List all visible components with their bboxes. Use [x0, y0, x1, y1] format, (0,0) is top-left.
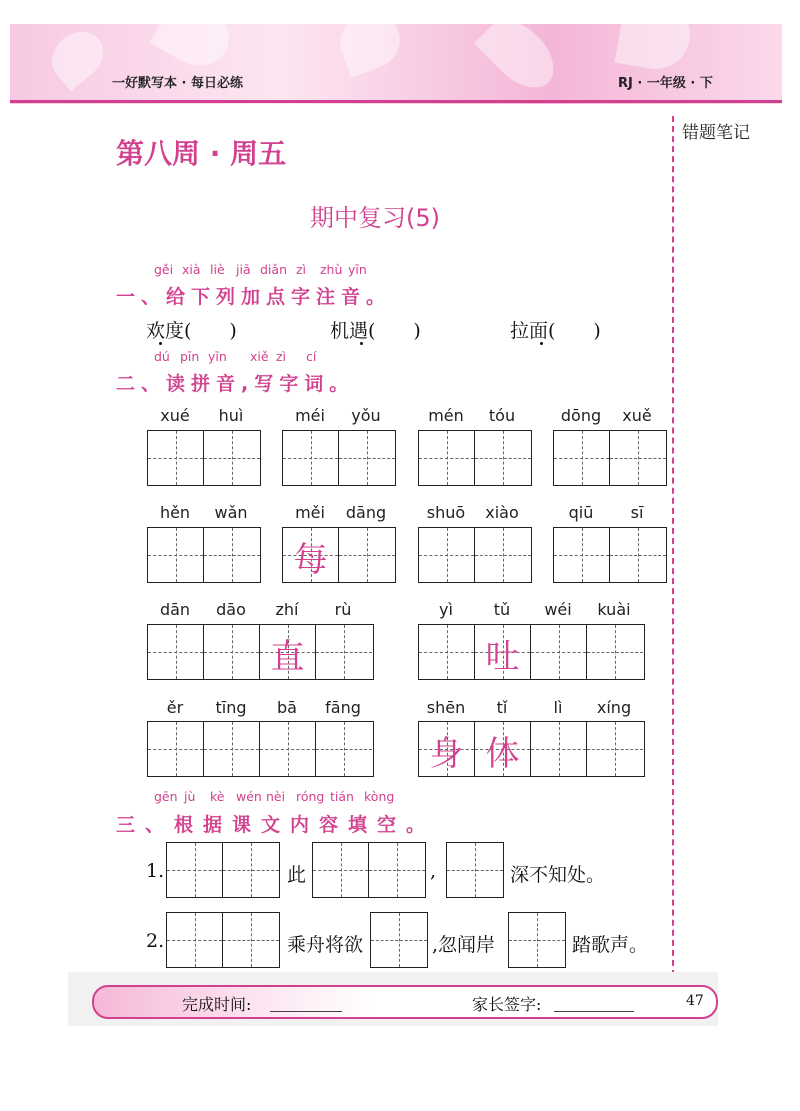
answer-grid[interactable] — [312, 842, 426, 898]
writing-grid[interactable] — [418, 624, 645, 680]
pinyin-label: tǔ — [493, 600, 511, 619]
pinyin-label: dāng — [345, 503, 387, 522]
pinyin-label: shēn — [426, 698, 466, 717]
pinyin-label: wéi — [544, 600, 572, 619]
writing-grid[interactable] — [282, 430, 396, 486]
pinyin-label: hěn — [159, 503, 191, 522]
pinyin-label: zhí — [275, 600, 299, 619]
answer-grid[interactable] — [370, 912, 428, 968]
parent-signature-label: 家长签字: — [472, 995, 542, 1014]
pinyin-label: ěr — [166, 698, 184, 717]
writing-grid[interactable] — [553, 430, 667, 486]
pinyin-label: tóu — [488, 406, 516, 425]
pinyin-label: fāng — [325, 698, 361, 717]
filled-char: 吐 — [485, 637, 520, 677]
question-text: , — [430, 860, 437, 882]
completion-time-label: 完成时间: — [182, 995, 252, 1014]
pinyin-label: yì — [439, 600, 453, 619]
week-title: 第八周 · 周五 — [116, 137, 287, 170]
emphasis-dot — [159, 342, 162, 345]
pinyin-label: qiū — [568, 503, 594, 522]
writing-grid[interactable] — [418, 430, 532, 486]
question-text: ,忽闻岸 — [432, 934, 496, 956]
pinyin-label: yǒu — [351, 406, 381, 425]
page-number: 47 — [686, 993, 704, 1009]
writing-grid[interactable] — [418, 721, 645, 777]
header-divider — [10, 100, 782, 103]
word-item-3: 拉面( ) — [510, 320, 601, 342]
word-item-2: 机遇( ) — [330, 320, 421, 342]
word-item-1: 欢度( ) — [146, 320, 237, 342]
pinyin-label: dāo — [216, 600, 246, 619]
pinyin-label: wǎn — [214, 503, 248, 522]
filled-char: 体 — [485, 734, 520, 774]
pinyin-label: xíng — [596, 698, 632, 717]
pinyin-label: xuě — [622, 406, 652, 425]
filled-char: 身 — [429, 734, 464, 774]
writing-grid[interactable] — [147, 527, 261, 583]
filled-char: 直 — [270, 637, 305, 677]
answer-grid[interactable] — [446, 842, 504, 898]
completion-time-field[interactable] — [270, 997, 342, 1012]
header-series-title: 一好默写本 · 每日必练 — [112, 76, 243, 91]
header-grade-label: RJ · 一年级 · 下 — [618, 76, 713, 91]
answer-grid[interactable] — [166, 912, 280, 968]
writing-grid[interactable] — [418, 527, 532, 583]
writing-grid[interactable] — [282, 527, 396, 583]
pinyin-label: měi — [295, 503, 325, 522]
pinyin-label: tīng — [215, 698, 247, 717]
section2-pinyin: dú pīn yīn xiě zì cí — [154, 349, 317, 364]
question-number: 2. — [146, 930, 165, 952]
section3-pinyin: gēn jù kè wén nèi róng tián kòng — [154, 789, 395, 804]
pinyin-label: kuài — [597, 600, 631, 619]
writing-grid[interactable] — [147, 430, 261, 486]
section3-title: 三、根据课文内容填空。 — [116, 814, 436, 836]
pinyin-label: xué — [160, 406, 190, 425]
pinyin-label: huì — [218, 406, 244, 425]
lesson-title: 期中复习(5) — [310, 204, 440, 232]
pinyin-label: méi — [295, 406, 325, 425]
pinyin-label: dān — [159, 600, 191, 619]
pinyin-label: tǐ — [496, 698, 508, 717]
question-number: 1. — [146, 860, 165, 882]
section1-title: 一、给下列加点字注音。 — [116, 286, 392, 308]
pinyin-label: rù — [334, 600, 352, 619]
emphasis-dot — [540, 342, 543, 345]
filled-char: 每 — [293, 540, 328, 580]
question-text: 乘舟将欲 — [287, 934, 364, 956]
wrong-notes-label: 错题笔记 — [682, 123, 750, 143]
pinyin-label: xiào — [485, 503, 519, 522]
answer-grid[interactable] — [508, 912, 566, 968]
question-text: 深不知处。 — [510, 864, 606, 886]
pinyin-label: sī — [630, 503, 644, 522]
writing-grid[interactable] — [147, 721, 374, 777]
pinyin-label: dōng — [560, 406, 602, 425]
emphasis-dot — [360, 342, 363, 345]
pinyin-label: bā — [277, 698, 297, 717]
parent-signature-field[interactable] — [554, 997, 634, 1012]
section2-title: 二、读拼音,写字词。 — [116, 373, 355, 395]
question-text: 踏歌声。 — [572, 934, 649, 956]
section1-pinyin: gěi xià liè jiā diǎn zì zhù yīn — [154, 262, 367, 277]
pinyin-label: mén — [428, 406, 464, 425]
writing-grid[interactable] — [553, 527, 667, 583]
writing-grid[interactable] — [147, 624, 374, 680]
question-text: 此 — [287, 864, 307, 886]
answer-grid[interactable] — [166, 842, 280, 898]
pinyin-label: lì — [553, 698, 563, 717]
header-banner — [10, 24, 782, 104]
footer-bar — [92, 985, 718, 1019]
pinyin-label: shuō — [426, 503, 466, 522]
notes-divider — [672, 116, 674, 986]
